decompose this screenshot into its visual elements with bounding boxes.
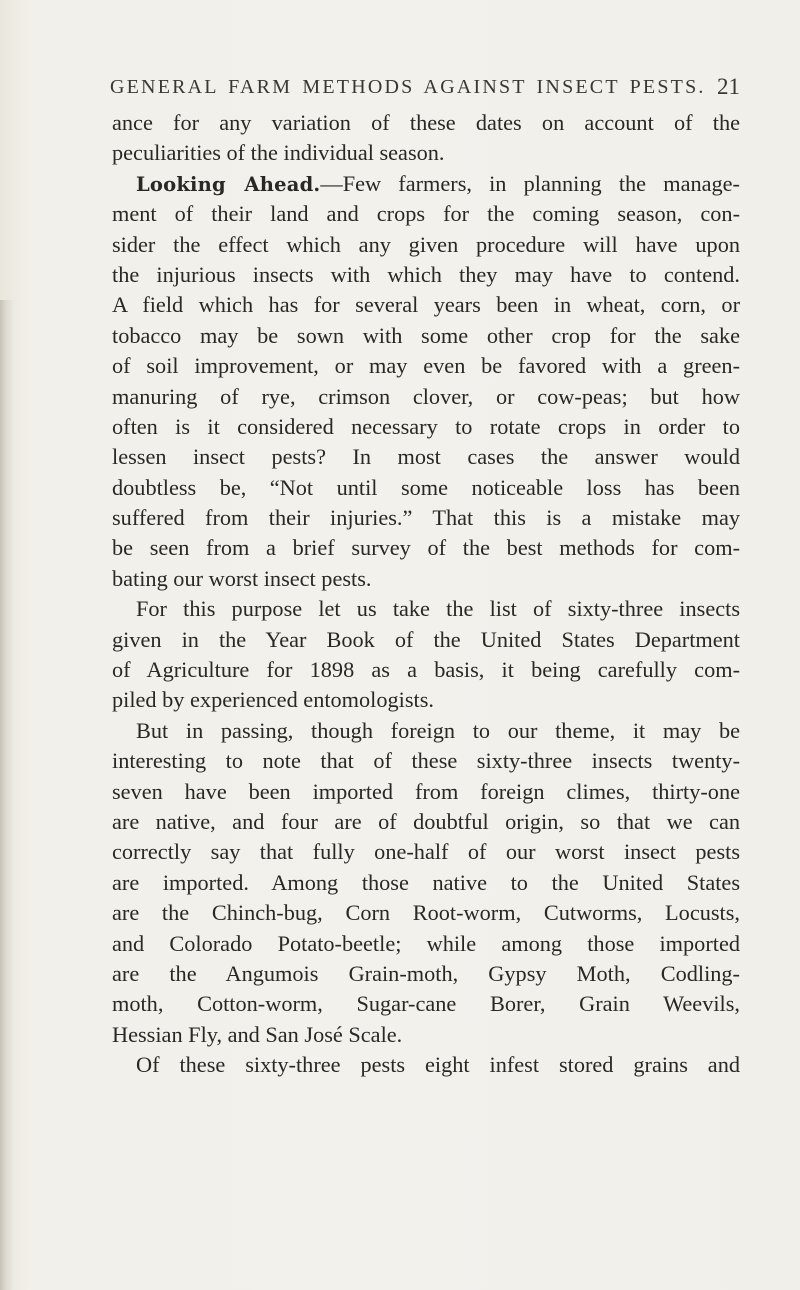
- text-line: [112, 260, 740, 290]
- line-text: of Agriculture for 1898 as a basis, it being carefully com-: [112, 657, 740, 683]
- text-line: [112, 716, 740, 746]
- text-line: [112, 868, 740, 898]
- text-line: [112, 685, 740, 715]
- line-text: peculiarities of the individual season.: [112, 140, 445, 166]
- line-text: ance for any variation of these dates on account of the: [112, 110, 740, 135]
- line-text: are imported. Among those native to the United States: [112, 869, 740, 895]
- line-text: correctly say that fully one-half of our worst insect pests: [112, 839, 740, 865]
- line-text: suffered from their injuries.” That this is a mistake may: [112, 505, 740, 531]
- text-line: [112, 959, 740, 989]
- text-line: [112, 351, 740, 381]
- line-text: are the Angumois Grain-moth, Gypsy Moth, Codling-: [112, 960, 740, 986]
- text-line: [112, 594, 740, 624]
- line-text: are the Chinch-bug, Corn Root-worm, Cutworms, Locusts,: [112, 900, 740, 926]
- text-line: [112, 473, 740, 503]
- line-text: —Few farmers, in planning the manage-: [320, 170, 740, 196]
- text-line: [112, 412, 740, 442]
- text-line: [112, 442, 740, 472]
- text-line: [112, 929, 740, 959]
- text-line: [112, 382, 740, 412]
- text-line: [112, 230, 740, 260]
- binding-shadow: [0, 300, 14, 1290]
- line-text: doubtless be, “Not until some noticeable loss has been: [112, 474, 740, 500]
- text-line: [112, 199, 740, 229]
- text-line: [112, 321, 740, 351]
- body-text: [112, 108, 740, 1081]
- running-head: GENERAL FARM METHODS AGAINST INSECT PESTS.: [110, 76, 706, 98]
- text-line: [112, 898, 740, 928]
- text-line: [112, 503, 740, 533]
- line-text: seven have been imported from foreign climes, thirty-one: [112, 778, 740, 804]
- text-line: [112, 837, 740, 867]
- line-text: are native, and four are of doubtful origin, so that we can: [112, 808, 740, 834]
- text-line: [112, 989, 740, 1019]
- line-text: be seen from a brief survey of the best methods for com-: [112, 535, 740, 561]
- line-text: Of these sixty-three pests eight infest stored grains and: [136, 1052, 740, 1078]
- line-text: interesting to note that of these sixty-three insects twenty-: [112, 748, 740, 774]
- line-text: moth, Cotton-worm, Sugar-cane Borer, Grain Weevils,: [112, 991, 740, 1017]
- text-line: [112, 1050, 740, 1080]
- section-heading: Looking Ahead.: [136, 172, 321, 196]
- line-text: For this purpose let us take the list of sixty-three insects: [136, 596, 740, 622]
- text-line: [112, 169, 740, 199]
- page-number: 21: [717, 74, 740, 99]
- text-line: [112, 290, 740, 320]
- line-text: the injurious insects with which they may have to contend.: [112, 261, 740, 287]
- line-text: piled by experienced entomologists.: [112, 687, 434, 713]
- line-text: But in passing, though foreign to our theme, it may be: [136, 717, 740, 743]
- page-header: [110, 76, 740, 106]
- text-line: [112, 138, 740, 168]
- text-line: [112, 625, 740, 655]
- line-text: lessen insect pests? In most cases the answer would: [112, 444, 740, 470]
- line-text: tobacco may be sown with some other crop for the sake: [112, 322, 740, 348]
- line-text: Hessian Fly, and San José Scale.: [112, 1021, 403, 1047]
- text-line: [112, 807, 740, 837]
- text-line: [112, 533, 740, 563]
- line-text: manuring of rye, crimson clover, or cow-peas; but how: [112, 383, 740, 409]
- line-text: given in the Year Book of the United States Department: [112, 626, 740, 652]
- line-text: A field which has for several years been in wheat, corn, or: [112, 292, 740, 318]
- line-text: and Colorado Potato-beetle; while among those imported: [112, 930, 740, 956]
- text-line: [112, 564, 740, 594]
- text-line: [112, 777, 740, 807]
- line-text: often is it considered necessary to rotate crops in order to: [112, 413, 740, 439]
- line-text: ment of their land and crops for the coming season, con-: [112, 201, 740, 227]
- text-line: [112, 108, 740, 138]
- text-line: [112, 655, 740, 685]
- line-text: sider the effect which any given procedure will have upon: [112, 231, 740, 257]
- text-line: [112, 746, 740, 776]
- line-text: of soil improvement, or may even be favored with a green-: [112, 353, 740, 379]
- text-line: [112, 1020, 740, 1050]
- line-text: bating our worst insect pests.: [112, 565, 372, 591]
